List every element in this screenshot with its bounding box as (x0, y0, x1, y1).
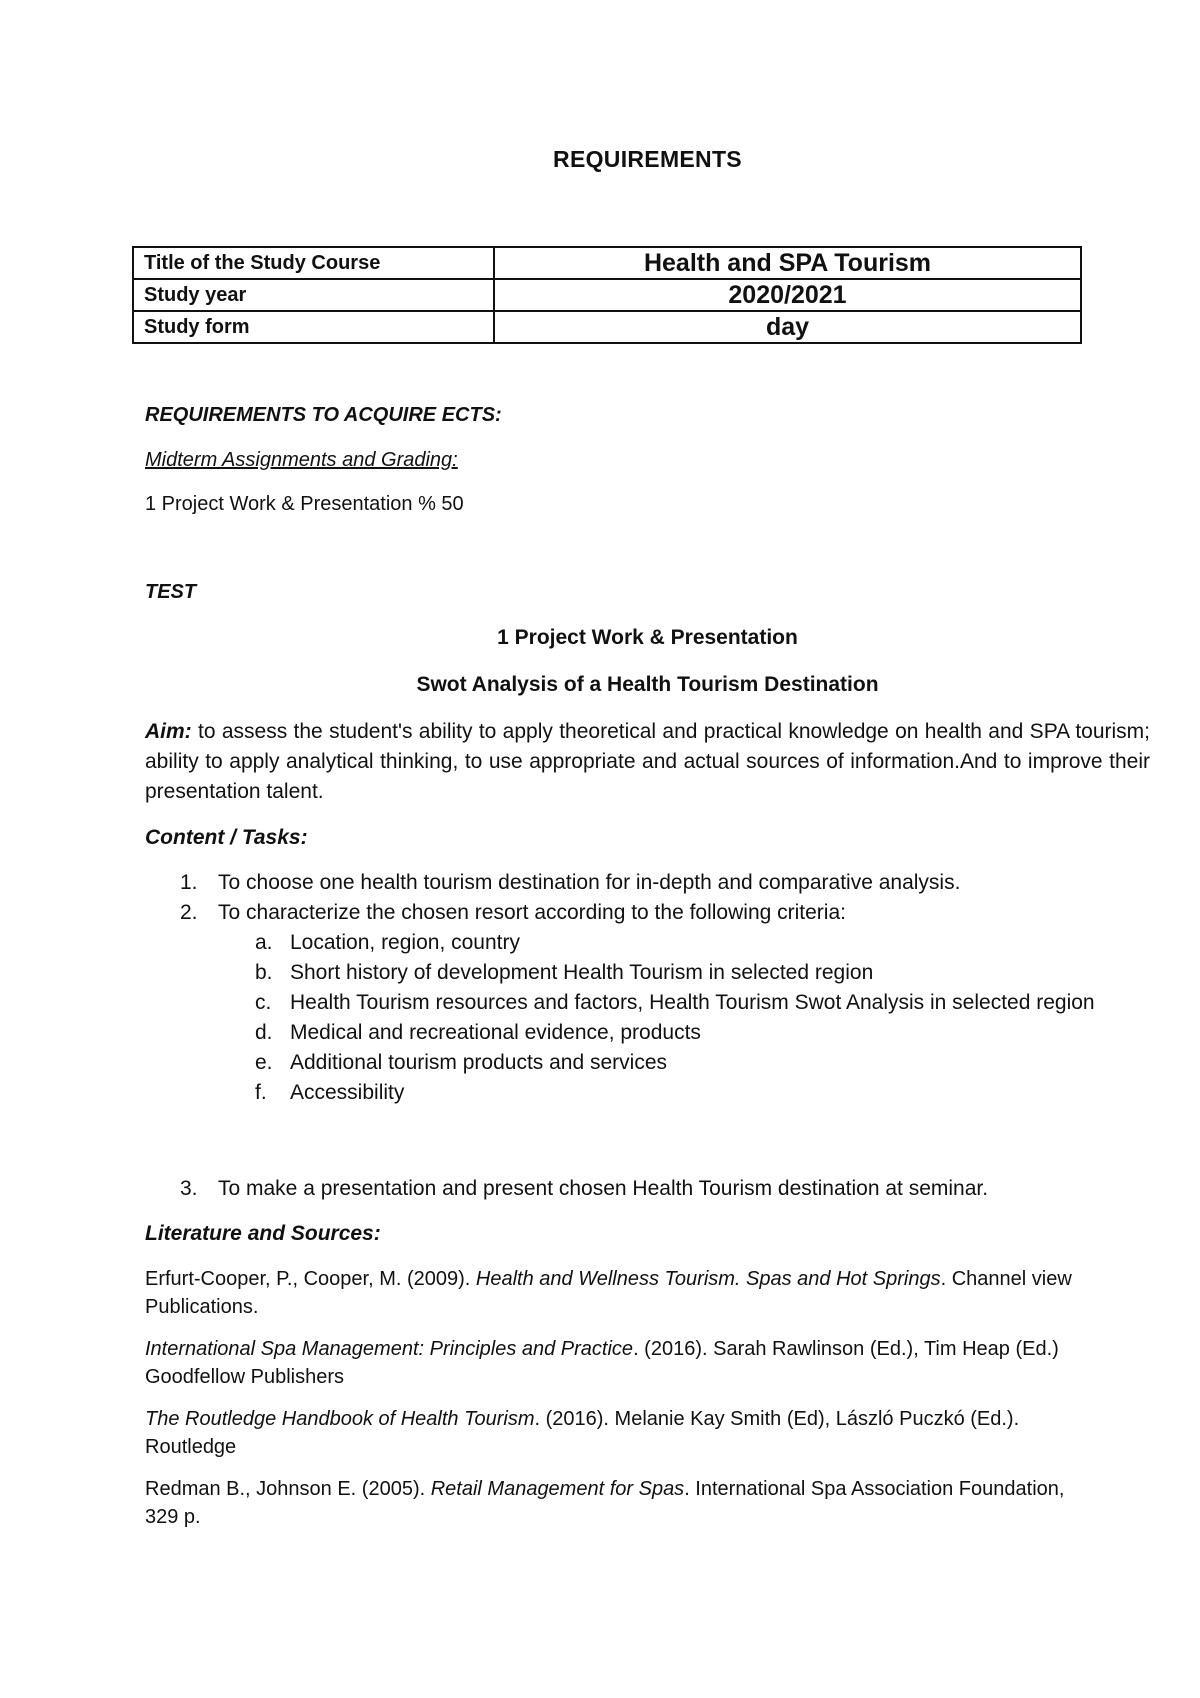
table-row (133, 279, 1081, 311)
criterion-letter: e. (255, 1051, 273, 1074)
course-title-value: Health and SPA Tourism (494, 247, 1081, 279)
citation-details: . Channel view Publications. (145, 1268, 1072, 1318)
task-three (145, 1174, 1150, 1204)
citation-title: Health and Wellness Tourism. Spas and Hot Springs (475, 1268, 941, 1290)
criterion-text: Additional tourism products and services (290, 1051, 668, 1074)
criterion-text: Accessibility (290, 1081, 405, 1104)
task-number: 1. (180, 871, 198, 894)
aim-text: to assess the student's ability to apply theoretical and practical knowledge on health and SPA tourism; ability to apply analytical thinking, to use appropriate and actual sources of information.And to improve their presentation talent. (145, 720, 1150, 803)
criterion-letter: c. (255, 991, 272, 1014)
criterion-text: Medical and recreational evidence, products (290, 1021, 701, 1044)
citation-authors: Erfurt-Cooper, P., Cooper, M. (2009). (145, 1268, 476, 1290)
list-item (145, 958, 1150, 988)
aim-paragraph (145, 717, 1150, 807)
literature-item (145, 1405, 1045, 1461)
citation-authors: Redman B., Johnson E. (2005). (145, 1478, 431, 1500)
criterion-letter: b. (255, 961, 273, 984)
project-subtitle: Swot Analysis of a Health Tourism Destination (416, 673, 879, 696)
citation-details: . (2016). Sarah Rawlinson (Ed.), Tim Heap (Ed.) Goodfellow Publishers (145, 1338, 1059, 1388)
literature-heading: Literature and Sources: (145, 1222, 381, 1245)
list-item (145, 1078, 1150, 1108)
task-number: 2. (180, 901, 198, 924)
list-item (145, 1048, 1150, 1078)
literature-item (145, 1475, 1075, 1531)
citation-title: International Spa Management: Principles and Practice (145, 1338, 634, 1360)
course-info-table (132, 246, 1082, 344)
project-title: 1 Project Work & Presentation (497, 626, 798, 649)
aim-label: Aim: (145, 720, 192, 743)
study-year-label: Study year (133, 279, 494, 311)
task-text: To make a presentation and present chosen Health Tourism destination at seminar. (218, 1177, 989, 1200)
table-row (133, 247, 1081, 279)
citation-title: Retail Management for Spas (430, 1478, 685, 1500)
literature-item (145, 1265, 1075, 1321)
criterion-letter: f. (255, 1081, 267, 1104)
criterion-text: Health Tourism resources and factors, Health Tourism Swot Analysis in selected region (290, 991, 1095, 1014)
table-row (133, 311, 1081, 343)
midterm-item: 1 Project Work & Presentation % 50 (145, 493, 464, 515)
criterion-text: Location, region, country (290, 931, 520, 954)
criterion-letter: d. (255, 1021, 273, 1044)
list-item (145, 1018, 1150, 1048)
list-item (145, 868, 1150, 898)
study-form-value: day (494, 311, 1081, 343)
content-heading: Content / Tasks: (145, 826, 308, 849)
task-number: 3. (180, 1177, 198, 1200)
task-text: To characterize the chosen resort according to the following criteria: (218, 901, 846, 924)
study-form-label: Study form (133, 311, 494, 343)
list-item (145, 1174, 1150, 1204)
citation-details: . (2016). Melanie Kay Smith (Ed), László Puczkó (Ed.). Routledge (145, 1408, 1020, 1458)
test-heading: TEST (145, 581, 197, 603)
task-text: To choose one health tourism destination for in-depth and comparative analysis. (218, 871, 961, 894)
criterion-text: Short history of development Health Tourism in selected region (290, 961, 874, 984)
midterm-heading: Midterm Assignments and Grading: (145, 449, 458, 471)
citation-title: The Routledge Handbook of Health Tourism (145, 1408, 535, 1430)
criterion-letter: a. (255, 931, 273, 954)
course-title-label: Title of the Study Course (133, 247, 494, 279)
list-item (145, 898, 1150, 928)
tasks-list (145, 868, 1150, 1108)
literature-item (145, 1335, 1075, 1391)
citation-details: . International Spa Association Foundation, 329 p. (145, 1478, 1065, 1528)
list-item (145, 988, 1150, 1018)
list-item (145, 928, 1150, 958)
study-year-value: 2020/2021 (494, 279, 1081, 311)
document-title: REQUIREMENTS (553, 146, 742, 172)
ects-heading: REQUIREMENTS TO ACQUIRE ECTS: (145, 404, 502, 426)
